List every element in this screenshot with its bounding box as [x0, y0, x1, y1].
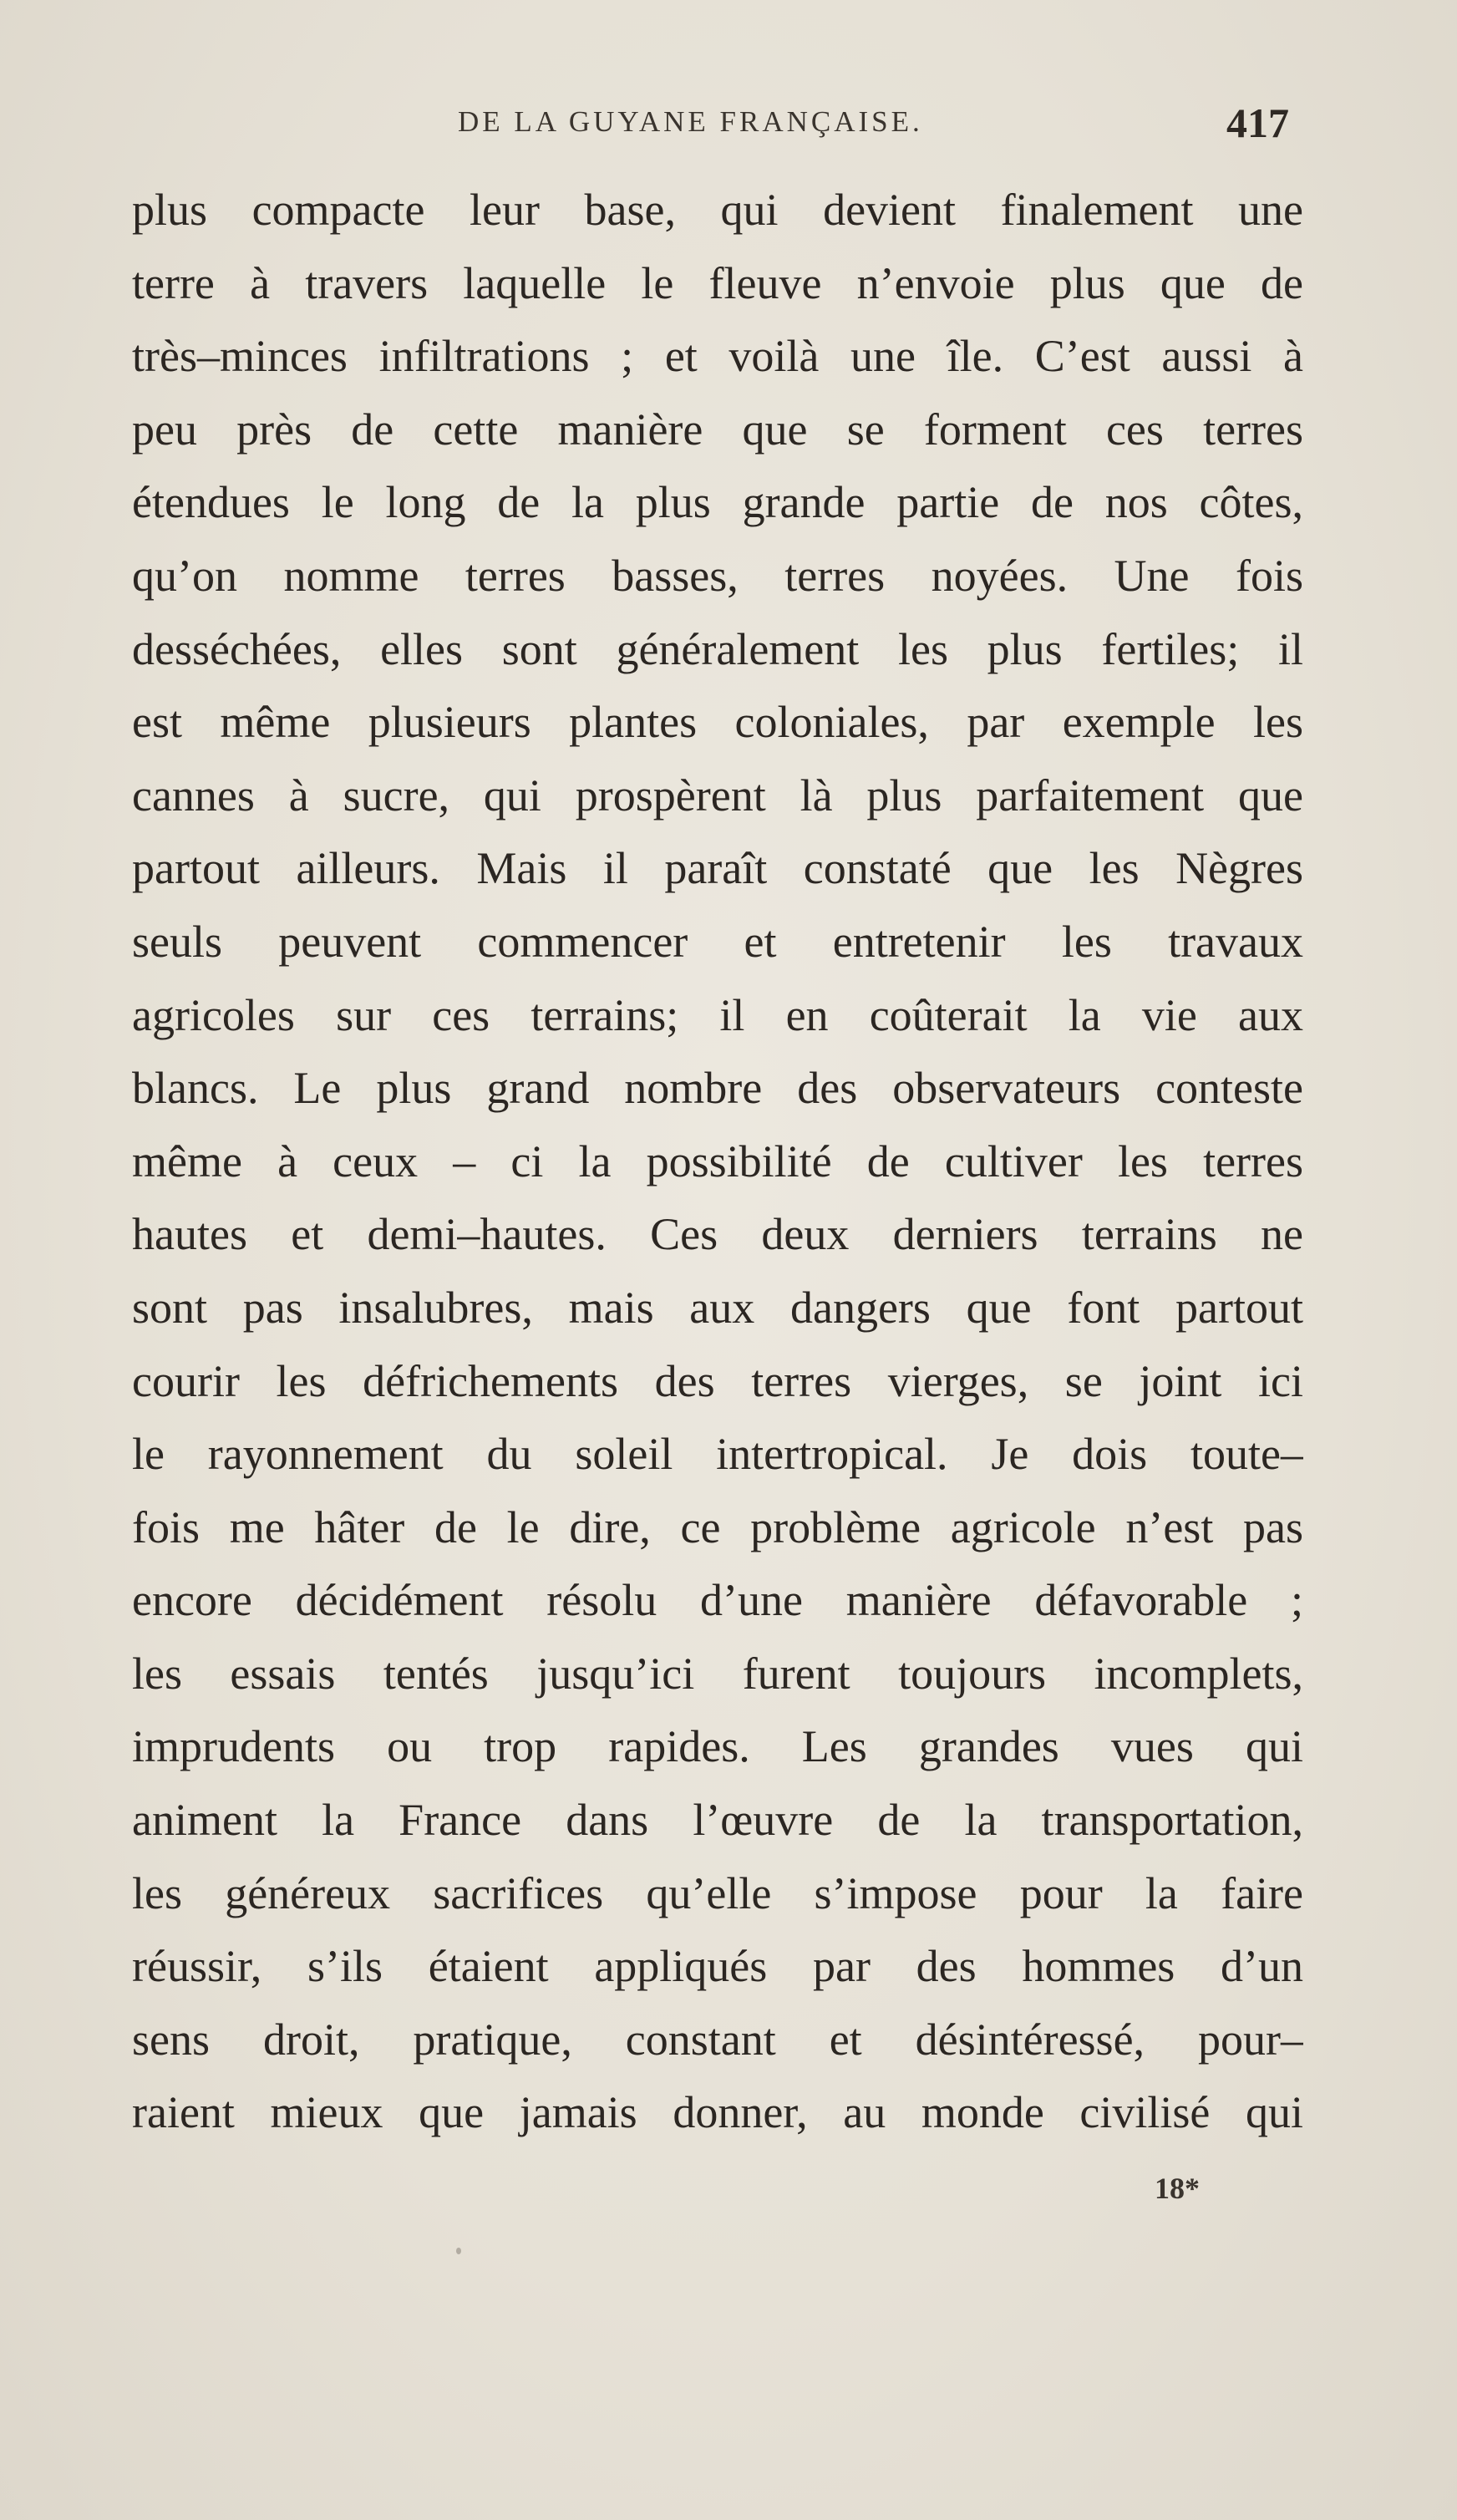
text-line: très–minces infiltrations ; et voilà une île. C’est aussi à	[132, 331, 1303, 382]
text-line: même à ceux – ci la possibilité de cultiver les terres	[132, 1136, 1303, 1186]
running-title: DE LA GUYANE FRANÇAISE.	[458, 105, 923, 138]
text-line: sens droit, pratique, constant et désintéressé, pour–	[132, 2014, 1303, 2065]
text-line: blancs. Le plus grand nombre des observateurs conteste	[132, 1063, 1303, 1114]
text-line: le rayonnement du soleil intertropical. Je dois toute–	[132, 1429, 1303, 1480]
running-head	[0, 99, 1457, 157]
text-line: courir les défrichements des terres vierges, se joint ici	[132, 1355, 1303, 1406]
paper-speck	[456, 2248, 461, 2254]
text-line: animent la France dans l’œuvre de la transportation,	[132, 1795, 1303, 1846]
text-line: réussir, s’ils étaient appliqués par des hommes d’un	[132, 1941, 1303, 1992]
text-line: peu près de cette manière que se forment ces terres	[132, 404, 1303, 455]
text-line: encore décidément résolu d’une manière défavorable ;	[132, 1575, 1303, 1626]
text-line: sont pas insalubres, mais aux dangers que font partout	[132, 1282, 1303, 1333]
text-line: raient mieux que jamais donner, au monde civilisé qui	[132, 2087, 1303, 2138]
text-line: terre à travers laquelle le fleuve n’envoie plus que de	[132, 257, 1303, 308]
text-line: est même plusieurs plantes coloniales, par exemple les	[132, 697, 1303, 748]
text-line: étendues le long de la plus grande partie de nos côtes,	[132, 477, 1303, 528]
text-line: plus compacte leur base, qui devient finalement une	[132, 185, 1303, 235]
text-line: imprudents ou trop rapides. Les grandes vues qui	[132, 1721, 1303, 1772]
text-line: fois me hâter de le dire, ce problème agricole n’est pas	[132, 1501, 1303, 1552]
text-line: qu’on nomme terres basses, terres noyées. Une fois	[132, 550, 1303, 601]
signature-mark: 18*	[1155, 2172, 1200, 2205]
text-line: hautes et demi–hautes. Ces deux derniers terrains ne	[132, 1209, 1303, 1260]
text-line: partout ailleurs. Mais il paraît constaté que les Nègres	[132, 843, 1303, 894]
text-line: seuls peuvent commencer et entretenir les travaux	[132, 916, 1303, 967]
text-line: agricoles sur ces terrains; il en coûterait la vie aux	[132, 989, 1303, 1040]
text-line: les essais tentés jusqu’ici furent toujours incomplets,	[132, 1648, 1303, 1699]
page-number: 417	[1226, 99, 1289, 146]
body-text	[132, 174, 1303, 2150]
text-line: les généreux sacrifices qu’elle s’impose pour la faire	[132, 1867, 1303, 1918]
text-line: cannes à sucre, qui prospèrent là plus parfaitement que	[132, 770, 1303, 821]
text-line: desséchées, elles sont généralement les plus fertiles; il	[132, 623, 1303, 674]
